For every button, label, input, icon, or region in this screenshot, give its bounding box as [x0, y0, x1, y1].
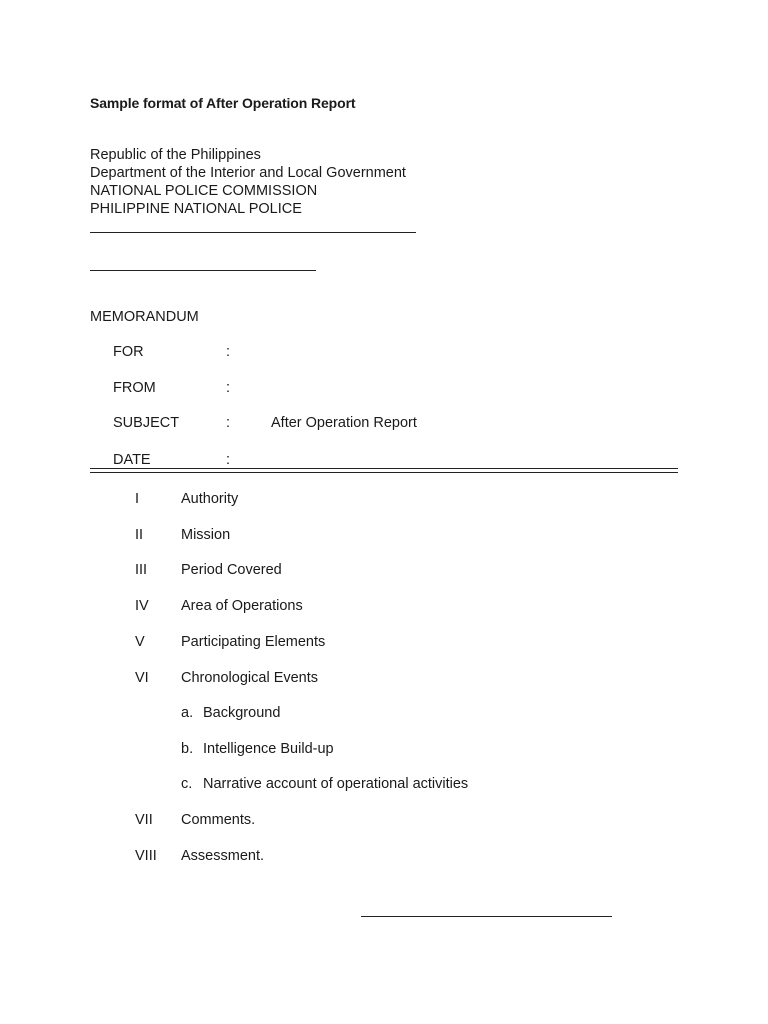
field-colon: :	[226, 380, 231, 396]
outline-number: III	[135, 562, 148, 578]
outline-item-participating-elements: Participating Elements	[181, 634, 326, 650]
outline-item-mission: Mission	[181, 527, 231, 543]
field-value-subject: After Operation Report	[271, 415, 417, 431]
sub-item-letter: c.	[181, 776, 193, 792]
field-colon: :	[226, 344, 231, 360]
outline-item-chronological-events: Chronological Events	[181, 670, 319, 686]
signature-line	[361, 916, 612, 917]
outline-item-area-of-operations: Area of Operations	[181, 598, 303, 614]
unit-blank-line	[90, 232, 416, 233]
field-label-subject: SUBJECT	[113, 415, 180, 431]
outline-number: I	[135, 491, 140, 507]
letterhead-line: Republic of the Philippines	[90, 147, 261, 163]
outline-number: V	[135, 634, 145, 650]
outline-number: IV	[135, 598, 149, 614]
field-label-date: DATE	[113, 452, 151, 468]
header-divider	[90, 468, 678, 473]
outline-item-assessment: Assessment.	[181, 848, 264, 864]
sub-item-background: Background	[203, 705, 281, 721]
outline-item-period-covered: Period Covered	[181, 562, 282, 578]
outline-number: II	[135, 527, 144, 543]
outline-number: VIII	[135, 848, 157, 864]
field-label-from: FROM	[113, 380, 156, 396]
sub-item-narrative: Narrative account of operational activities	[203, 776, 469, 792]
field-colon: :	[226, 415, 231, 431]
letterhead-line: PHILIPPINE NATIONAL POLICE	[90, 201, 302, 217]
field-label-for: FOR	[113, 344, 144, 360]
memo-heading: MEMORANDUM	[90, 309, 199, 325]
field-colon: :	[226, 452, 231, 468]
outline-item-authority: Authority	[181, 491, 239, 507]
page-title: Sample format of After Operation Report	[90, 95, 356, 111]
sub-item-letter: a.	[181, 705, 194, 721]
outline-number: VII	[135, 812, 153, 828]
outline-item-comments: Comments.	[181, 812, 256, 828]
office-blank-line	[90, 270, 316, 271]
letterhead-line: NATIONAL POLICE COMMISSION	[90, 183, 318, 199]
letterhead-line: Department of the Interior and Local Government	[90, 165, 406, 181]
sub-item-intelligence: Intelligence Build-up	[203, 741, 334, 757]
outline-number: VI	[135, 670, 149, 686]
sub-item-letter: b.	[181, 741, 194, 757]
